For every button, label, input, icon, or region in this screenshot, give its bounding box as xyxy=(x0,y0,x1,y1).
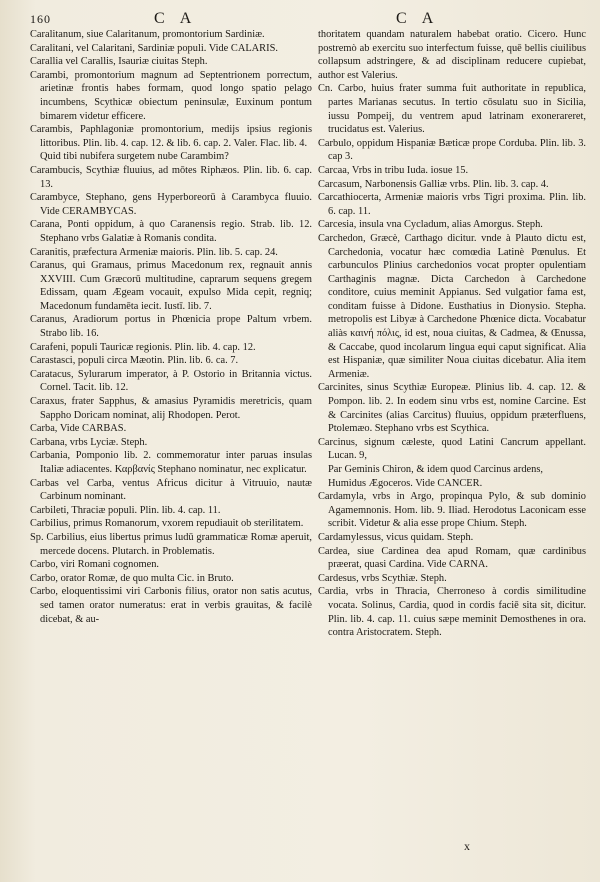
dictionary-entry: Carambucis, Scythiæ fluuius, ad mōtes Riphæos. Plin. lib. 6. cap. 13. xyxy=(30,164,312,190)
dictionary-entry: Carambis, Paphlagoniæ promontorium, medijs ipsius regionis littoribus. Plin. lib. 4. cap. 12. & lib. 6. cap. 2. Valer. Flac. lib. 4. xyxy=(30,124,312,149)
dictionary-entry: Cn. Carbo, huius frater summa fuit authoritate in republica, partes Marianas secutus. In tertio cōsulatu suo in Sicilia, iussu Pompeij, du ventrem apud latrinam exonerareret, trucidatus est. Valerius. xyxy=(318,83,586,136)
verse-quote: Quid tibi nubifera surgetem nube Carambim? xyxy=(40,151,229,163)
dictionary-entry-continued: thoritatem quandam naturalem habebat oratio. Cicero. Hunc postremò ab exercitu suo interfectum fuisse, quē bellis ciuilibus collapsum adstringere, & ad disciplinam reducere cupiebat, author est Valerius. xyxy=(318,29,586,81)
dictionary-entry: Caralitani, vel Calaritani, Sardiniæ populi. Vide CALARIS. xyxy=(30,42,278,54)
dictionary-entry: Caraxus, frater Sapphus, & amasius Pyramidis meretricis, quam Sappho Doricam nominat, alij Rhodopen. Perot. xyxy=(30,396,312,421)
running-head-left: C A xyxy=(154,10,198,27)
dictionary-entry: Carastasci, populi circa Mæotin. Plin. lib. 6. ca. 7. xyxy=(30,355,239,367)
right-column xyxy=(318,28,586,640)
dictionary-entry: Carambi, promontorium magnum ad Septentrionem porrectum, arietinæ frontis habes formam, quod longo spatio pelago incumbens, Scythicæ obiectum peninsulæ, Euxinum pontum bimarem videtur efficere. xyxy=(30,69,312,122)
dictionary-entry: Carchedon, Græcè, Carthago dicitur. vnde à Plauto dictu est, Carchedonia, vocatur hæc comœdia Latinè Pœnulus. Et carbunculos Plinius carchedonios vocat propter opulentiam Carthaginis magnæ. Dicta Carchedon à Carchedone conditore, cuius meminit Appianus. Sed vulgatior fama est, conditam fuisse à Didone. Eusthatius in Dionysio. Stepha. metropolis est Libyæ à Carchedone Phœnice dicta. Vocabatur aliàs καινή πόλις, id est, noua ciuitas, & Cadmea, & Œnussa, & Caccabe, quod incolarum lingua equi caput significat. Alia est Hispaniæ, quæ similiter Noua ciuitas dicebatur. Alia item Armeniæ. xyxy=(318,232,586,380)
dictionary-entry: Carafeni, populi Tauricæ regionis. Plin. lib. 4. cap. 12. xyxy=(30,341,256,353)
dictionary-entry: Cardamylessus, vicus quidam. Steph. xyxy=(318,531,474,543)
dictionary-entry: Cardesus, vrbs Scythiæ. Steph. xyxy=(318,572,447,584)
dictionary-entry: Carallia vel Carallis, Isauriæ ciuitas Steph. xyxy=(30,56,208,68)
dictionary-entry: Carcinus, signum cæleste, quod Latini Cancrum appellant. Lucan. 9, xyxy=(318,436,586,462)
dictionary-entry: Cardia, vrbs in Thracia, Cherroneso à cordis similitudine vocata. Solinus, Cardia, quod in cordis faciē sita sit, dicitur. Plin. lib. 4. cap. 11. cuius sæpe meminit Demosthenes in ora. contra Aristocratem. Steph. xyxy=(318,586,586,639)
dictionary-entry: Caranitis, præfectura Armeniæ maioris. Plin. lib. 5. cap. 24. xyxy=(30,246,278,258)
dictionary-entry: Carambyce, Stephano, gens Hyperboreorū à Carambyca fluuio. Vide CERAMBYCAS. xyxy=(30,192,312,217)
dictionary-entry: Carana, Ponti oppidum, à quo Caranensis regio. Strab. lib. 12. Stephano vrbs Galatiæ à Romanis condita. xyxy=(30,219,312,244)
dictionary-entry: Caratacus, Sylurarum imperator, à P. Ostorio in Britannia victus. Cornel. Tacit. lib. 12. xyxy=(30,368,312,394)
verse-quote: Humidus Ægoceros. Vide CANCER. xyxy=(328,477,483,489)
dictionary-entry: Caranus, qui Gramaus, primus Macedonum rex, regnauit annis XXVIII. Cum Græcorū multitudine, caprarum sequens gregem Edissam, quam Ægeam vocauit, expulso Mida cepit, regniq; Macedonum fundamēta iecit. Iustī. lib. 7. xyxy=(30,260,312,312)
dictionary-entry: Carbo, orator Romæ, de quo multa Cic. in Bruto. xyxy=(30,572,234,584)
dictionary-entry: Carcaa, Vrbs in tribu Iuda. iosue 15. xyxy=(318,164,469,176)
dictionary-entry: Carbileti, Thraciæ populi. Plin. lib. 4. cap. 11. xyxy=(30,504,221,516)
dictionary-entry: Carcesia, insula vna Cycladum, alias Amorgus. Steph. xyxy=(318,219,543,231)
dictionary-entry: Carbas vel Carba, ventus Africus dicitur à Vitruuio, nautæ Carbinum nominant. xyxy=(30,477,312,503)
dictionary-entry: Carba, Vide CARBAS. xyxy=(30,423,127,435)
dictionary-entry: Carbo, viri Romani cognomen. xyxy=(30,559,159,571)
dictionary-entry: Caralitanum, siue Calaritanum, promontorium Sardiniæ. xyxy=(30,29,265,40)
page-number: 160 xyxy=(30,12,51,26)
dictionary-entry: Carcasum, Narbonensis Galliæ vrbs. Plin. lib. 3. cap. 4. xyxy=(318,178,549,190)
verse-quote: Par Geminis Chiron, & idem quod Carcinus ardens, xyxy=(328,464,543,475)
dictionary-entry: Carbana, vrbs Lyciæ. Steph. xyxy=(30,436,148,448)
dictionary-entry: Cardamyla, vrbs in Argo, propinqua Pylo, & sub dominio Agamemnonis. Hom. lib. 9. Iliad. Herodotus Laconicam esse scribit. Videtur & alia esse prope Chium. Steph. xyxy=(318,491,586,530)
running-head-right: C A xyxy=(396,10,440,27)
left-column xyxy=(30,28,312,626)
dictionary-entry: Carbilius, primus Romanorum, vxorem repudiauit ob sterilitatem. xyxy=(30,518,304,530)
dictionary-entry: Sp. Carbilius, eius libertus primus ludū grammaticæ Romæ aperuit, mercede docens. Plutarch. in Problematis. xyxy=(30,531,312,557)
dictionary-entry: Carbo, eloquentissimi viri Carbonis filius, orator non satis acutus, sed tamen orator numeratus: erat in verbis grauitas, & facilè dicebat, & au- xyxy=(30,586,312,625)
dictionary-entry: Carbania, Pomponio lib. 2. commemoratur inter paruas insulas Italiæ adiacentes. Καρβανίς Stephano nominatur, nec explicatur. xyxy=(30,450,312,475)
dictionary-entry: Carcathiocerta, Armeniæ maioris vrbs Tigri proxima. Plin. lib. 6. cap. 11. xyxy=(318,192,586,217)
dictionary-entry: Cardea, siue Cardinea dea apud Romam, quæ cardinibus præerat, quasi Cardina. Vide CARNA. xyxy=(318,545,586,571)
dictionary-entry: Caranus, Aradiorum portus in Phœnicia prope Paltum vrbem. Strabo lib. 16. xyxy=(30,314,312,340)
signature-mark: x xyxy=(464,839,470,853)
dictionary-entry: Carcinites, sinus Scythiæ Europeæ. Plinius lib. 4. cap. 12. & Pompon. lib. 2. In eodem sinu vrbs est, nomine Carcine. Est & Carcinites (alias Carcitus) fluuius, oppidum præterfluens, Ptolemæo. Stephano vrbs est Scythica. xyxy=(318,382,586,435)
dictionary-entry: Carbulo, oppidum Hispaniæ Bæticæ prope Corduba. Plin. lib. 3. cap 3. xyxy=(318,137,586,163)
page-header xyxy=(0,10,600,30)
